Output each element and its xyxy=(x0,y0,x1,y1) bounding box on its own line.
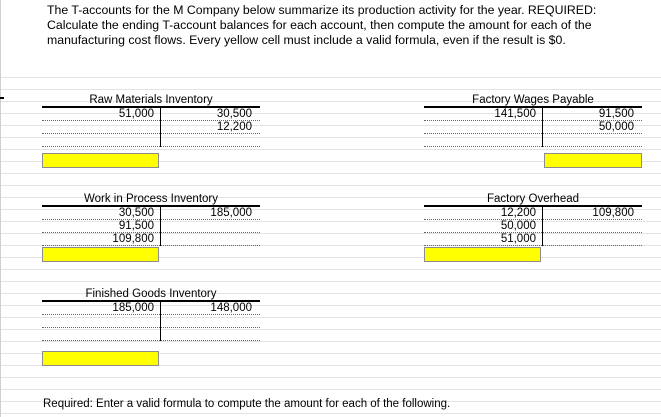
credit-cell[interactable]: 50,000 xyxy=(598,121,634,133)
credit-cell[interactable]: 12,200 xyxy=(216,121,252,133)
t-row[interactable] xyxy=(42,108,260,121)
t-account-title: Work in Process Inventory xyxy=(42,193,260,207)
t-account-title: Raw Materials Inventory xyxy=(42,94,260,108)
ending-balance-input[interactable] xyxy=(42,247,159,262)
t-row[interactable] xyxy=(424,207,642,220)
credit-cell[interactable]: 148,000 xyxy=(210,302,252,314)
debit-cell[interactable]: 30,500 xyxy=(118,207,154,219)
credit-cell[interactable]: 30,500 xyxy=(216,108,252,120)
t-row[interactable] xyxy=(42,121,260,134)
credit-cell[interactable]: 109,800 xyxy=(592,207,634,219)
t-account-raw-materials xyxy=(42,94,260,168)
debit-cell[interactable]: 109,800 xyxy=(112,233,154,245)
debit-cell[interactable]: 51,000 xyxy=(500,233,536,245)
ending-balance-input[interactable] xyxy=(424,247,541,262)
t-account-factory-overhead xyxy=(424,193,642,262)
t-account-title: Factory Overhead xyxy=(424,193,642,207)
t-row[interactable] xyxy=(424,121,642,134)
t-row[interactable] xyxy=(42,328,260,341)
t-account-work-in-process xyxy=(42,193,260,262)
debit-cell[interactable]: 12,200 xyxy=(500,207,536,219)
sheet-left-edge xyxy=(0,0,1,417)
required-instruction: Required: Enter a valid formula to compute the amount for each of the following. xyxy=(43,398,451,410)
instructions-line-1: The T-accounts for the M Company below summarize its production activity for the year. REQUIRED: xyxy=(47,3,597,17)
t-row[interactable] xyxy=(424,108,642,121)
t-account-factory-wages xyxy=(424,94,642,168)
t-row[interactable] xyxy=(42,302,260,315)
ending-balance-input[interactable] xyxy=(544,153,642,168)
credit-cell[interactable]: 91,500 xyxy=(598,108,634,120)
t-row[interactable] xyxy=(424,134,642,147)
debit-cell[interactable]: 51,000 xyxy=(118,108,154,120)
t-row[interactable] xyxy=(42,220,260,233)
t-row[interactable] xyxy=(424,233,642,246)
debit-cell[interactable]: 50,000 xyxy=(500,220,536,232)
ending-balance-input[interactable] xyxy=(42,351,159,366)
debit-cell[interactable]: 141,500 xyxy=(494,108,536,120)
t-account-title: Factory Wages Payable xyxy=(424,94,642,108)
ending-balance-input[interactable] xyxy=(42,153,159,168)
instructions-line-2: Calculate the ending T-account balances for each account, then compute the amount for each of the xyxy=(47,18,592,32)
t-row[interactable] xyxy=(424,220,642,233)
t-account-title: Finished Goods Inventory xyxy=(42,288,260,302)
instructions-line-3: manufacturing cost flows. Every yellow cell must include a valid formula, even if the result is $0. xyxy=(47,33,566,47)
t-row[interactable] xyxy=(42,315,260,328)
t-row[interactable] xyxy=(42,233,260,246)
row-marker xyxy=(0,97,4,99)
instructions xyxy=(47,3,657,48)
debit-cell[interactable]: 185,000 xyxy=(112,302,154,314)
t-row[interactable] xyxy=(42,134,260,147)
debit-cell[interactable]: 91,500 xyxy=(118,220,154,232)
t-row[interactable] xyxy=(42,207,260,220)
t-account-finished-goods xyxy=(42,288,260,366)
credit-cell[interactable]: 185,000 xyxy=(210,207,252,219)
